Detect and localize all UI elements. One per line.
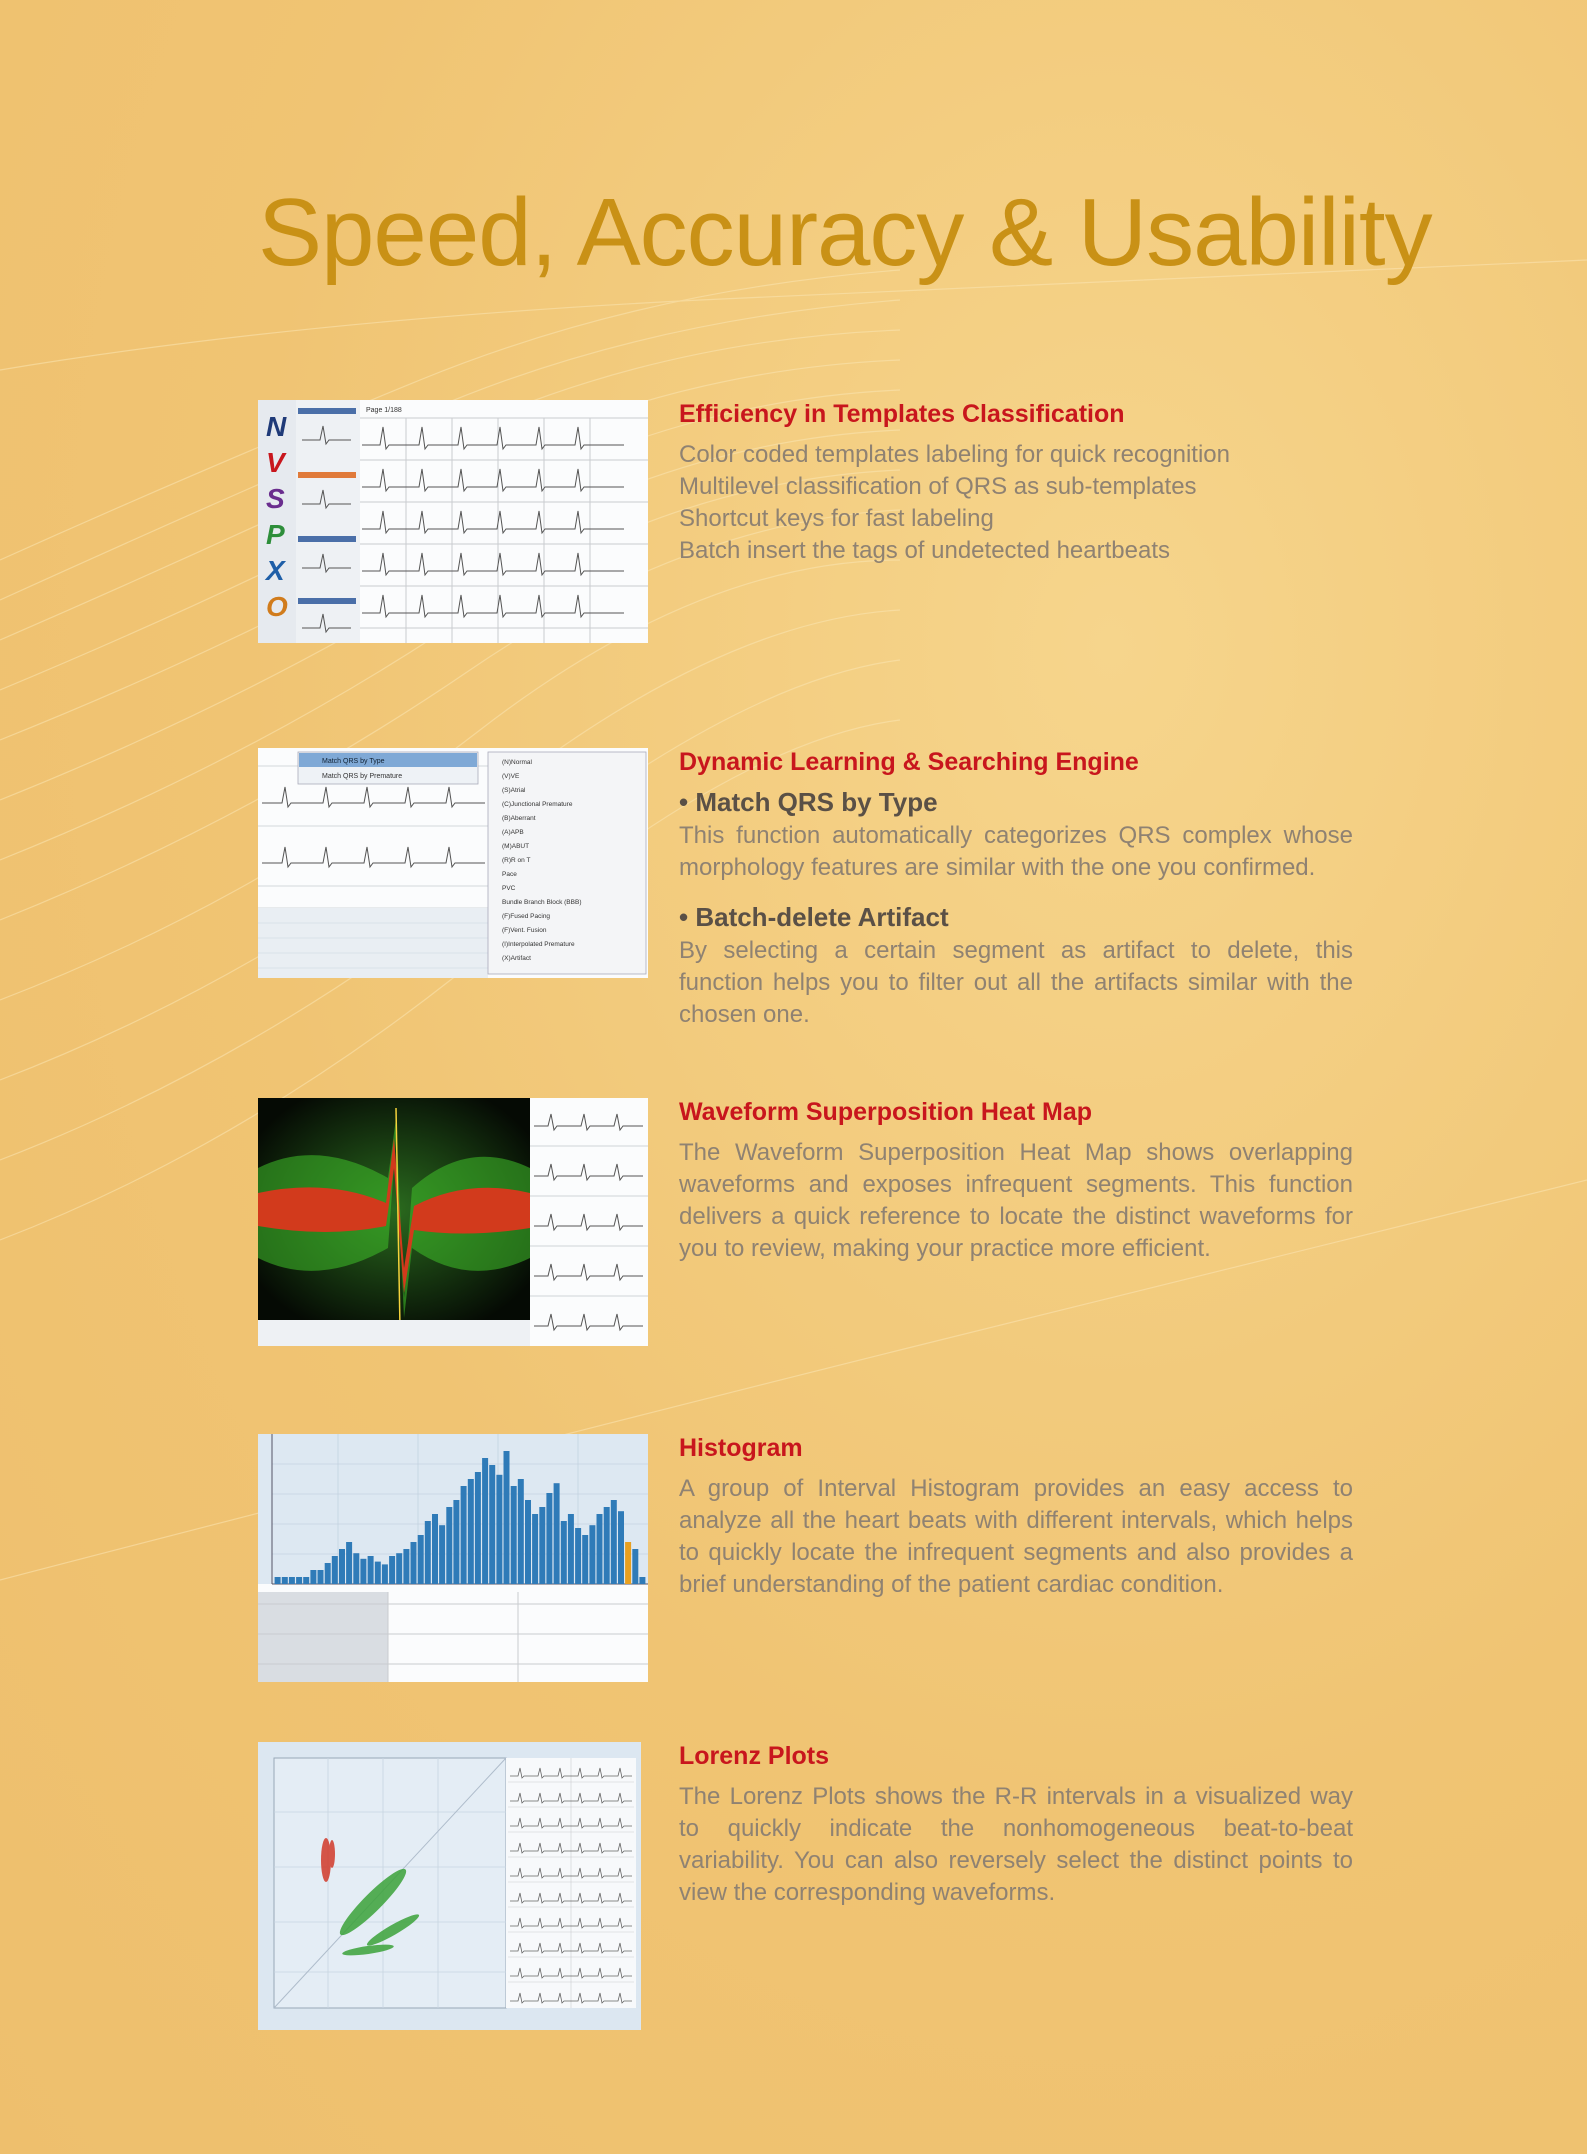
feature-title: Histogram [679,1434,803,1462]
submenu-item: Pace [502,871,517,878]
feature-line: Color coded templates labeling for quick recognition [679,441,1230,468]
histogram-bar [611,1500,617,1584]
submenu-item: (X)Artifact [502,955,531,962]
histogram-bar [332,1556,338,1584]
histogram-text [679,1434,1353,1601]
histogram-bar [389,1556,395,1584]
templates-classification-screenshot [258,400,648,643]
histogram-screenshot [258,1434,648,1682]
histogram-bar [318,1570,324,1584]
histogram-bar [589,1525,595,1584]
feature-description: The Waveform Superposition Heat Map shows overlapping waveforms and exposes infrequent segments. This function delivers a quick reference to locate the distinct waveforms for you to review, making your practice more efficient. [679,1139,1353,1262]
histogram-bar [504,1451,510,1584]
histogram-bar [582,1535,588,1584]
histogram-bar [446,1507,452,1584]
submenu-item: (N)Normal [502,759,532,766]
submenu-item: (F)Fused Pacing [502,913,551,920]
histogram-bar [432,1514,438,1584]
template-letter: V [266,447,285,478]
histogram-bar [468,1479,474,1584]
histogram-bar [382,1564,388,1584]
page-title: Speed, Accuracy & Usability [258,179,1432,286]
template-letter: N [266,411,287,442]
feature-line: Multilevel classification of QRS as sub-templates [679,473,1197,500]
feature-histogram [258,1434,1358,1684]
histogram-bar [575,1528,581,1584]
feature-lorenz-plots [258,1742,1358,2032]
feature-title: Waveform Superposition Heat Map [679,1098,1093,1126]
histogram-bar [532,1514,538,1584]
feature-subtitle: • Match QRS by Type [679,787,938,817]
histogram-bar [639,1577,645,1584]
histogram-bar [303,1577,309,1584]
feature-subtitle: • Batch-delete Artifact [679,902,949,932]
histogram-bar [568,1514,574,1584]
template-letter: O [266,591,288,622]
feature-description: By selecting a certain segment as artifact to delete, this function helps you to filter out all the artifacts similar with the chosen one. [679,937,1353,1028]
template-letter: S [266,483,285,514]
heat-map-text [679,1098,1353,1265]
feature-description: A group of Interval Histogram provides an easy access to analyze all the heart beats with different intervals, which helps to quickly locate the infrequent segments and also provides a brief understanding of the patient cardiac condition. [679,1475,1353,1598]
histogram-bar [353,1553,359,1584]
histogram-bar [625,1542,631,1584]
histogram-bar [525,1500,531,1584]
histogram-bar [375,1562,381,1584]
submenu-item: (I)Interpolated Premature [502,941,575,948]
histogram-bar [403,1549,409,1584]
submenu-item: (F)Vent. Fusion [502,927,547,934]
lorenz-plots-text [679,1742,1353,1909]
histogram-bar [539,1507,545,1584]
feature-templates-classification [258,400,1358,645]
histogram-bar [475,1472,481,1584]
dynamic-learning-text [679,748,1353,1031]
histogram-bar [282,1577,288,1584]
feature-dynamic-learning [258,748,1358,1038]
histogram-bar [325,1563,331,1584]
histogram-bar [632,1549,638,1584]
submenu-item: (V)VE [502,773,520,780]
histogram-bar [296,1577,302,1584]
feature-title: Efficiency in Templates Classification [679,400,1125,428]
feature-title: Lorenz Plots [679,1742,830,1770]
menu-item-match-by-type: Match QRS by Type [322,758,385,765]
feature-line: Batch insert the tags of undetected heartbeats [679,537,1170,564]
submenu-item: PVC [502,885,516,892]
histogram-bar [482,1458,488,1584]
submenu-item: (S)Atrial [502,787,526,794]
template-letter: X [266,555,285,586]
histogram-bar [418,1535,424,1584]
histogram-bar [561,1521,567,1584]
histogram-bar [489,1465,495,1584]
submenu-item: (M)ABUT [502,843,530,850]
templates-page-label: Page 1/188 [366,407,402,414]
feature-description: This function automatically categorizes QRS complex whose morphology features are similar with the one you confirmed. [679,822,1353,881]
feature-bullet-list [679,439,1353,567]
heat-map-screenshot [258,1098,648,1346]
menu-item-match-by-premature: Match QRS by Premature [322,773,403,780]
histogram-bar [339,1549,345,1584]
histogram-bar [368,1556,374,1584]
submenu-item: Bundle Branch Block (BBB) [502,899,582,906]
histogram-bar [461,1486,467,1584]
submenu-item: (A)APB [502,829,524,836]
histogram-bar [275,1577,281,1584]
histogram-bar [518,1479,524,1584]
submenu-item: (R)R on T [502,857,531,864]
feature-heat-map [258,1098,1358,1348]
histogram-bar [425,1521,431,1584]
submenu-item: (B)Aberrant [502,815,536,822]
histogram-bar [496,1475,502,1584]
histogram-bar [310,1570,316,1584]
template-letter: P [266,519,285,550]
dynamic-learning-screenshot [258,748,648,978]
histogram-bar [346,1542,352,1584]
histogram-bar [618,1511,624,1584]
histogram-bar [554,1483,560,1584]
histogram-bar [396,1553,402,1584]
submenu-item: (C)Junctional Premature [502,801,573,808]
feature-description: The Lorenz Plots shows the R-R intervals in a visualized way to quickly indicate the nonhomogeneous beat-to-beat variability. You can also reversely select the distinct points to view the corresponding waveforms. [679,1783,1353,1906]
histogram-bar [360,1559,366,1584]
templates-classification-text [679,400,1353,567]
histogram-bar [511,1486,517,1584]
lorenz-plot-screenshot [258,1742,641,2030]
histogram-bar [546,1493,552,1584]
histogram-bar [453,1500,459,1584]
histogram-bar [439,1525,445,1584]
histogram-bar [597,1514,603,1584]
histogram-bar [411,1542,417,1584]
feature-title: Dynamic Learning & Searching Engine [679,748,1139,776]
feature-line: Shortcut keys for fast labeling [679,505,994,532]
histogram-bar [604,1507,610,1584]
histogram-bar [289,1577,295,1584]
